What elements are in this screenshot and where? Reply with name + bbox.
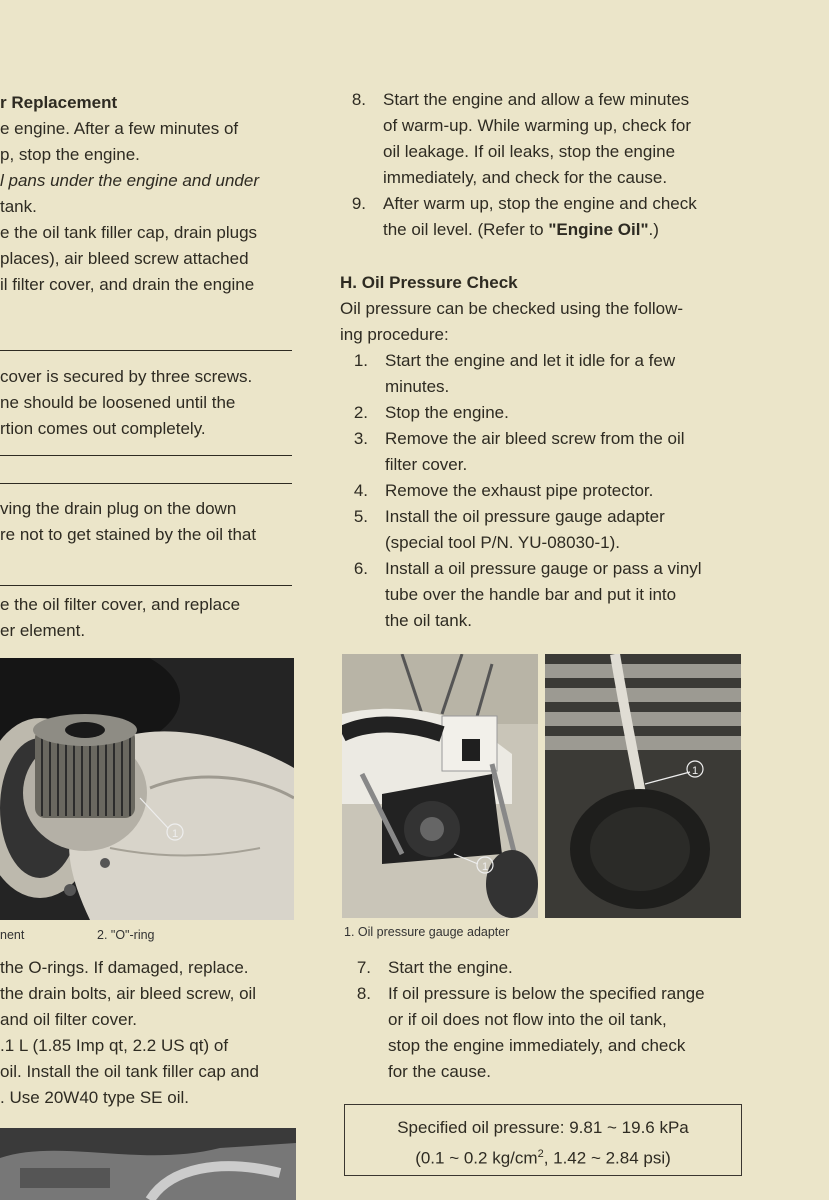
text-line: Oil pressure can be checked using the follow- xyxy=(340,299,684,318)
text-block-b xyxy=(0,592,300,644)
step-item xyxy=(340,981,750,1085)
note-line: rtion comes out completely. xyxy=(0,419,206,438)
step-number: 3. xyxy=(353,429,368,448)
step-number: 4. xyxy=(353,481,368,500)
text-line: e engine. After a few minutes of xyxy=(0,119,239,138)
step-line: Remove the exhaust pipe protector. xyxy=(385,481,654,500)
step-number: 9. xyxy=(351,194,366,213)
step-item xyxy=(340,504,750,556)
step-line: oil leakage. If oil leaks, stop the engine xyxy=(383,142,676,161)
step-line: Start the engine. xyxy=(388,958,513,977)
text-line: p, stop the engine. xyxy=(0,145,140,164)
step-line: Install a oil pressure gauge or pass a vinyl xyxy=(385,559,702,578)
step-line: filter cover. xyxy=(385,455,468,474)
step-line: minutes. xyxy=(385,377,450,396)
step-text: .) xyxy=(648,220,659,239)
step-item xyxy=(340,478,750,504)
spec-superscript: 2 xyxy=(537,1148,544,1160)
text-line: . Use 20W40 type SE oil. xyxy=(0,1088,189,1107)
step-line: immediately, and check for the cause. xyxy=(383,168,668,187)
text-line: .1 L (1.85 Imp qt, 2.2 US qt) of xyxy=(0,1036,229,1055)
engine-cover-illustration xyxy=(545,654,741,918)
step-line: the oil tank. xyxy=(385,611,472,630)
step-number: 8. xyxy=(356,984,371,1003)
oil-filter-photo xyxy=(0,658,294,920)
step-line: for the cause. xyxy=(388,1062,492,1081)
step-line: stop the engine immediately, and check xyxy=(388,1036,686,1055)
step-line: If oil pressure is below the specified range xyxy=(388,984,705,1003)
oil-filter-illustration xyxy=(0,658,294,920)
step-line: Stop the engine. xyxy=(385,403,509,422)
note-line: ving the drain plug on the down xyxy=(0,499,237,518)
note-block-2 xyxy=(0,496,300,548)
motorcycle-photo xyxy=(342,654,538,918)
text-line: the drain bolts, air bleed screw, oil xyxy=(0,984,257,1003)
note-rule xyxy=(0,483,292,484)
note-rule xyxy=(0,585,292,586)
callout-number: 1 xyxy=(691,765,699,777)
text-line: il filter cover, and drain the engine xyxy=(0,275,255,294)
spec-box xyxy=(344,1104,742,1176)
step-number: 6. xyxy=(353,559,368,578)
callout-number: 1 xyxy=(171,828,179,840)
step-number: 5. xyxy=(353,507,368,526)
step-line: or if oil does not flow into the oil tank, xyxy=(388,1010,667,1029)
text-line: and oil filter cover. xyxy=(0,1010,138,1029)
spec-text: , 1.42 ~ 2.84 psi) xyxy=(543,1148,671,1168)
step-line xyxy=(383,217,697,243)
photo-caption-gauge-adapter: 1. Oil pressure gauge adapter xyxy=(344,925,510,939)
step-number: 8. xyxy=(351,90,366,109)
intro-text xyxy=(340,296,683,348)
step-line: Start the engine and allow a few minutes xyxy=(383,90,690,109)
step-item xyxy=(340,348,750,400)
callout-number: 1 xyxy=(481,861,489,873)
text-line: tank. xyxy=(0,197,37,216)
note-block-1 xyxy=(0,364,300,442)
steps-top xyxy=(340,87,750,243)
text-line: e the oil tank filler cap, drain plugs xyxy=(0,223,258,242)
procedure-steps xyxy=(340,348,750,634)
photo-caption-element: nent xyxy=(0,928,25,942)
note-line: cover is secured by three screws. xyxy=(0,367,253,386)
step-line: Install the oil pressure gauge adapter xyxy=(385,507,665,526)
reference-link-engine-oil: "Engine Oil" xyxy=(548,220,649,239)
text-line: the O-rings. If damaged, replace. xyxy=(0,958,249,977)
step-item xyxy=(340,556,750,634)
step-line: After warm up, stop the engine and check xyxy=(383,194,697,213)
text-block-c xyxy=(0,955,300,1111)
motorcycle-illustration xyxy=(342,654,538,918)
text-line: ing procedure: xyxy=(340,325,449,344)
engine-cover-photo xyxy=(545,654,741,918)
left-column xyxy=(0,90,300,298)
step-item xyxy=(340,955,750,981)
text-line: places), air bleed screw attached xyxy=(0,249,249,268)
note-rule xyxy=(0,350,292,351)
step-line: Remove the air bleed screw from the oil xyxy=(385,429,685,448)
step-line: tube over the handle bar and put it into xyxy=(385,585,677,604)
steps-bottom xyxy=(340,955,750,1085)
step-line: Start the engine and let it idle for a few xyxy=(385,351,676,370)
step-number: 2. xyxy=(353,403,368,422)
note-rule xyxy=(0,455,292,456)
text-line: oil. Install the oil tank filler cap and xyxy=(0,1062,259,1081)
section-heading-oil-pressure: H. Oil Pressure Check xyxy=(340,273,518,292)
step-item xyxy=(340,87,750,191)
engine-illustration xyxy=(0,1128,296,1200)
spec-pressure-kpa: Specified oil pressure: 9.81 ~ 19.6 kPa xyxy=(397,1118,689,1137)
section-heading-replacement: r Replacement xyxy=(0,93,118,112)
text-line: e the oil filter cover, and replace xyxy=(0,595,241,614)
step-item xyxy=(340,426,750,478)
spec-pressure-alt xyxy=(345,1141,741,1172)
step-line: of warm-up. While warming up, check for xyxy=(383,116,691,135)
note-line: re not to get stained by the oil that xyxy=(0,525,257,544)
step-number: 1. xyxy=(353,351,368,370)
text-line: er element. xyxy=(0,621,86,640)
step-item xyxy=(340,191,750,243)
note-line: ne should be loosened until the xyxy=(0,393,236,412)
photo-caption-oring: 2. "O"-ring xyxy=(97,928,155,942)
text-line: l pans under the engine and under xyxy=(0,171,259,190)
engine-photo-partial xyxy=(0,1128,296,1200)
spec-text: (0.1 ~ 0.2 kg/cm xyxy=(415,1148,538,1168)
step-item xyxy=(340,400,750,426)
step-line: (special tool P/N. YU-08030-1). xyxy=(385,533,620,552)
step-number: 7. xyxy=(356,958,371,977)
step-text: the oil level. (Refer to xyxy=(383,220,549,239)
